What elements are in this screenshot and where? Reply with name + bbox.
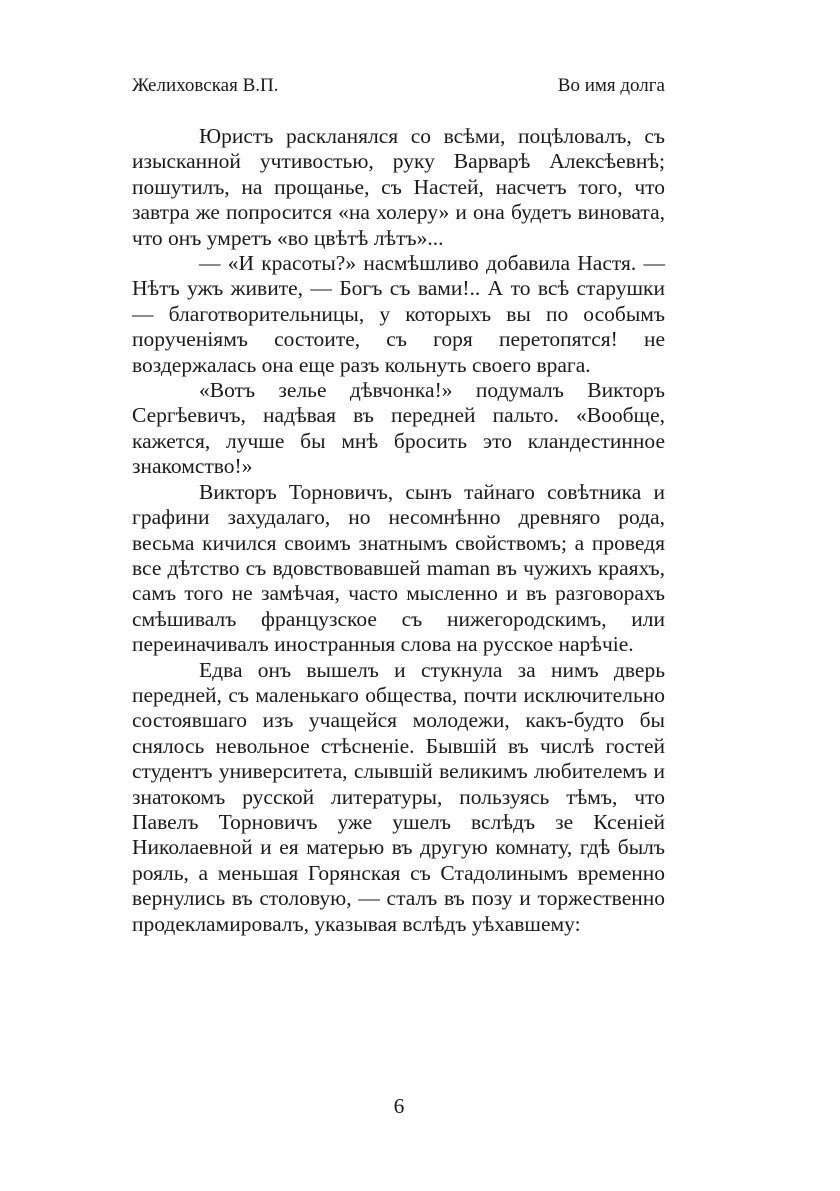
paragraph-2: — «И красоты?» насмѣшливо добавила Настя. — Нѣтъ ужъ живите, — Богъ съ вами!.. А то всѣ старушки — благотворительницы, у которыхъ вы по особымъ порученіямъ состоите, съ горя перетопятся! не воздержалась она еще разъ кольнуть своего врага. (132, 251, 665, 377)
running-header (132, 74, 665, 98)
page-number: 6 (393, 1094, 405, 1118)
paragraph-1: Юристъ раскланялся со всѣми, поцѣловалъ, съ изысканной учтивостью, руку Варварѣ Алексѣевнѣ; пошутилъ, на прощанье, съ Настей, насчетъ того, что завтра же попросится «на холеру» и она будетъ виновата, что онъ умретъ «во цвѣтѣ лѣтъ»... (132, 124, 665, 250)
paragraph-4: Викторъ Торновичъ, сынъ тайнаго совѣтника и графини захудалаго, но несомнѣнно древняго рода, весьма кичился своимъ знатнымъ свойствомъ; а проведя все дѣтство съ вдовствовавшей maman въ чужихъ краяхъ, самъ того не замѣчая, часто мысленно и въ разговорахъ смѣшивалъ французское съ нижегородскимъ, или переиначивалъ иностранныя слова на русское нарѣчіе. (132, 479, 665, 657)
header-author: Желиховская В.П. (132, 75, 279, 96)
header-book-title: Во имя долга (557, 75, 665, 96)
body-text (132, 124, 665, 937)
paragraph-3: «Вотъ зелье дѣвчонка!» подумалъ Викторъ Сергѣевичъ, надѣвая въ передней пальто. «Вообще, кажется, лучше бы мнѣ бросить это кландестинное знакомство!» (132, 378, 665, 479)
paragraph-5: Едва онъ вышелъ и стукнула за нимъ дверь передней, съ маленькаго общества, почти исключительно состоявшаго изъ учащейся молодежи, какъ-будто бы снялось невольное стѣсненіе. Бывшій въ числѣ гостей студентъ университета, слывшій великимъ любителемъ и знатокомъ русской литературы, пользуясь тѣмъ, что Павелъ Торновичъ уже ушелъ вслѣдъ зе Ксеніей Николаевной и ея матерью въ другую комнату, гдѣ былъ рояль, а меньшая Горянская съ Стадолинымъ временно вернулись въ столовую, — сталъ въ позу и торжественно продекламировалъ, указывая вслѣдъ уѣхавшему: (132, 657, 665, 936)
